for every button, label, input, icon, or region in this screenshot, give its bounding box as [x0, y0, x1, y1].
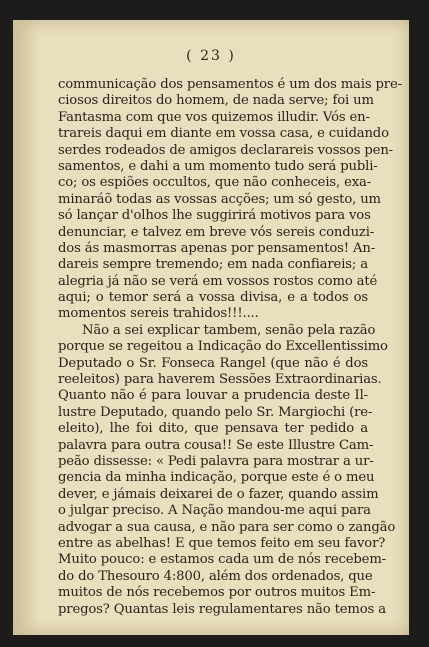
paragraph [58, 77, 402, 323]
text-line: eleito), lhe foi dito, que pensava ter pedido a [58, 421, 368, 437]
text-line: palavra para outra cousa!! Se este Illustre Cam- [58, 437, 374, 453]
text-line: co; os espiões occultos, que não conheceis, exa- [58, 175, 372, 191]
text-line: entre as abelhas! E que temos feito em seu favor? [58, 535, 386, 551]
text-line: dareis sempre tremendo; em nada confiareis; a [58, 257, 368, 273]
body-text [58, 77, 402, 618]
text-line: porque se regeitou a Indicação do Excellentissimo [58, 339, 388, 355]
text-line: minaráõ todas as vossas acções; um só gesto, um [58, 191, 381, 207]
text-line: advogar a sua causa, e não para ser como o zangão [58, 519, 396, 535]
text-line: ciosos direitos do homem, de nada serve; foi um [58, 93, 374, 109]
text-line: pregos? Quantas leis regulamentares não temos a [58, 601, 386, 617]
text-line: Muito pouco: e estamos cada um de nós recebem- [58, 552, 386, 568]
text-line: communicação dos pensamentos é um dos mais pre- [58, 77, 402, 92]
text-line: só lançar d'olhos lhe suggirirá motivos para vos [58, 208, 371, 224]
page-gutter-shadow [13, 20, 39, 635]
text-line: samentos, e dahi a um momento tudo será publi- [58, 158, 378, 174]
text-line: gencia da minha indicação, porque este é o meu [58, 470, 375, 486]
text-line: muitos de nós recebemos por outros muitos Em- [58, 585, 376, 601]
text-line: Não a sei explicar tambem, senão pela razão [82, 322, 376, 338]
paragraph [58, 322, 396, 618]
text-line: Fantasma com que vos quizemos illudir. Vós en- [58, 109, 370, 125]
text-line: Quanto não é para louvar a prudencia deste Il- [58, 388, 368, 404]
text-line: Deputado o Sr. Fonseca Rangel (que não é dos [58, 355, 368, 371]
text-line: dever, e jámais deixarei de o fazer, quando assim [58, 486, 379, 502]
text-line: reeleitos) para haverem Sessões Extraordinarias. [58, 372, 382, 388]
book-page [13, 20, 409, 635]
text-line: denunciar, e talvez em breve vós sereis conduzi- [58, 224, 375, 240]
text-line: aqui; o temor será a vossa divisa, e a todos os [58, 290, 368, 306]
text-line: serdes rodeados de amigos declarareis vossos pen- [58, 142, 393, 158]
text-line: dos ás masmorras apenas por pensamentos! An- [58, 240, 376, 256]
text-line: lustre Deputado, quando pelo Sr. Margiochi (re- [58, 404, 373, 420]
text-line: momentos sereis trahidos!!!.... [58, 306, 259, 322]
page-number: ( 23 ) [186, 48, 236, 64]
text-line: peão dissesse: « Pedi palavra para mostrar a ur- [58, 453, 374, 469]
text-line: do do Thesouro 4:800, além dos ordenados, que [58, 568, 373, 584]
text-line: trareis daqui em diante em vossa casa, e cuidando [58, 126, 389, 142]
text-line: o julgar preciso. A Nação mandou-me aqui para [58, 503, 371, 519]
text-line: alegria já não se verá em vossos rostos como até [58, 273, 378, 289]
